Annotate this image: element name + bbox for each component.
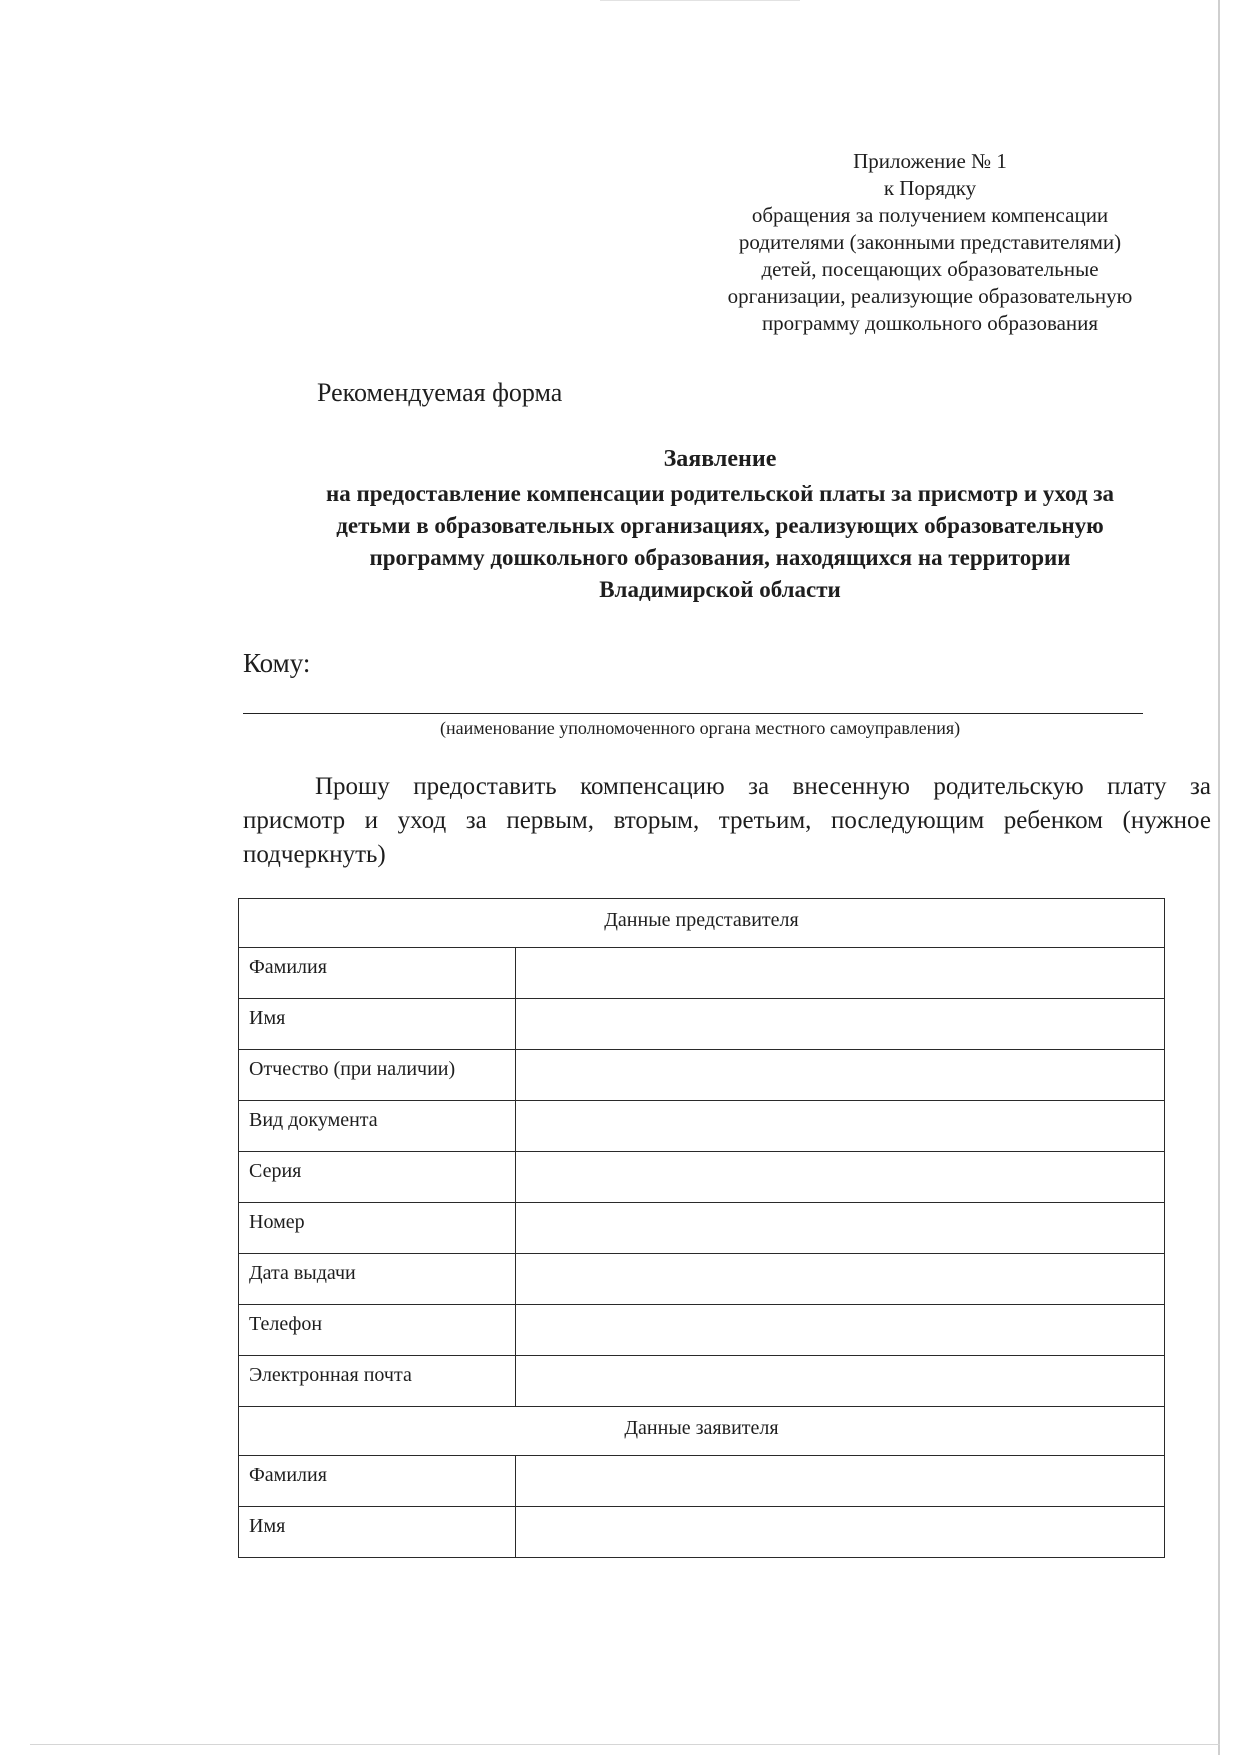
request-word: плату [1107,773,1167,800]
request-word: уход [397,807,447,834]
appendix-line: обращения за получением компенсации [751,203,1109,227]
representative-email-field[interactable] [516,1356,1165,1407]
table-row [239,1050,1165,1101]
representative-surname-field[interactable] [516,948,1165,999]
recipient-label: Кому: [243,648,311,678]
field-label: Номер [239,1203,516,1254]
subtitle-line: Владимирской области [599,577,841,602]
appendix-line: детей, посещающих образовательные [761,257,1099,281]
appendix-line: Приложение № 1 [853,149,1007,173]
field-label: Телефон [239,1305,516,1356]
table-section-row [239,899,1165,948]
table-section-row [239,1407,1165,1456]
request-word: за [748,773,770,800]
request-option-subsequent[interactable]: последующим [830,807,985,834]
recipient-caption: (наименование уполномоченного органа местного самоуправления) [440,718,961,738]
request-line [243,804,1211,838]
request-option-first[interactable]: первым, [506,807,594,834]
appendix-line: к Порядку [883,176,977,200]
request-word: (нужное [1122,807,1211,834]
appendix-line: организации, реализующие образовательную [727,284,1133,308]
scan-edge-top [600,0,800,1]
field-label: Фамилия [239,948,516,999]
field-label: Электронная почта [239,1356,516,1407]
field-label: Отчество (при наличии) [239,1050,516,1101]
request-word: и [364,807,379,834]
representative-document-series-field[interactable] [516,1152,1165,1203]
recommended-form-label: Рекомендуемая форма [317,378,563,407]
representative-issue-date-field[interactable] [516,1254,1165,1305]
table-row [239,1101,1165,1152]
applicant-section-header: Данные заявителя [239,1407,1165,1456]
subtitle-line: детьми в образовательных организациях, реализующих образовательную [336,513,1104,538]
representative-document-number-field[interactable] [516,1203,1165,1254]
representative-section-header: Данные представителя [239,899,1165,948]
table-row [239,1152,1165,1203]
appendix-line: программу дошкольного образования [761,311,1099,335]
scan-edge-right [1218,0,1220,1755]
representative-document-type-field[interactable] [516,1101,1165,1152]
scan-edge-bottom [30,1744,1220,1745]
representative-patronymic-field[interactable] [516,1050,1165,1101]
request-word: за [1190,773,1211,800]
field-label: Дата выдачи [239,1254,516,1305]
document-subtitle [225,478,1215,606]
representative-name-field[interactable] [516,999,1165,1050]
request-word: Прошу [315,773,390,800]
request-option-third[interactable]: третьим, [718,807,812,834]
appendix-reference [700,148,1160,337]
subtitle-line: программу дошкольного образования, находящихся на территории [369,545,1071,570]
request-word: компенсацию [580,773,725,800]
appendix-line: родителями (законными представителями) [738,230,1122,254]
request-word: присмотр [243,807,346,834]
document-title: Заявление [663,446,777,472]
field-label: Фамилия [239,1456,516,1507]
table-row [239,948,1165,999]
request-word: предоставить [413,773,557,800]
request-line [243,770,1211,804]
request-word: подчеркнуть) [243,841,386,868]
request-paragraph [243,770,1211,872]
request-word: за [465,807,487,834]
request-word: родительскую [933,773,1084,800]
request-word: внесенную [792,773,910,800]
request-line [243,838,1211,872]
table-row [239,999,1165,1050]
table-row [239,1456,1165,1507]
table-row [239,1254,1165,1305]
applicant-data-table [238,898,1165,1558]
subtitle-line: на предоставление компенсации родительской платы за присмотр и уход за [325,481,1115,506]
table-row [239,1356,1165,1407]
field-label: Имя [239,999,516,1050]
table-row [239,1305,1165,1356]
recipient-input-line[interactable] [243,713,1143,714]
applicant-surname-field[interactable] [516,1456,1165,1507]
request-word: ребенком [1003,807,1103,834]
representative-phone-field[interactable] [516,1305,1165,1356]
request-option-second[interactable]: вторым, [613,807,700,834]
table-row [239,1203,1165,1254]
field-label: Вид документа [239,1101,516,1152]
table-row [239,1507,1165,1558]
applicant-name-field[interactable] [516,1507,1165,1558]
field-label: Серия [239,1152,516,1203]
field-label: Имя [239,1507,516,1558]
